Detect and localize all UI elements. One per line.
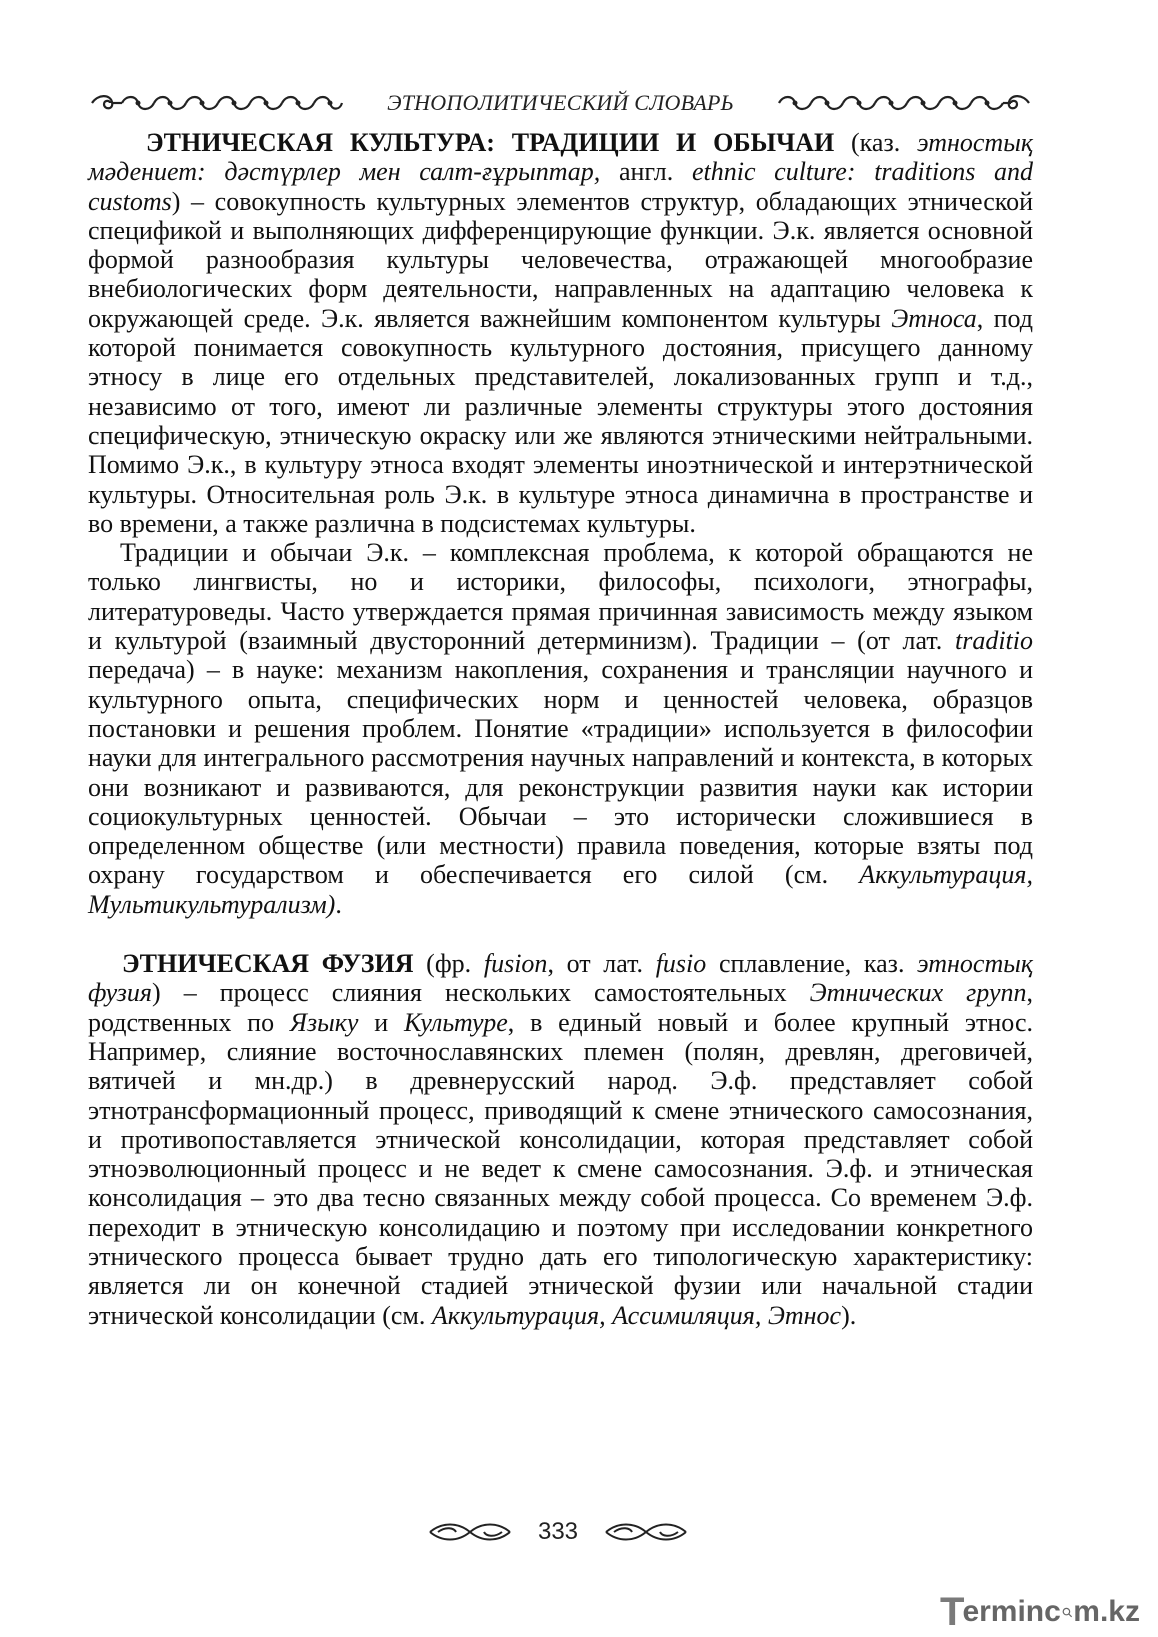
watermark-text: m.kz bbox=[1073, 1595, 1140, 1628]
entry-text: передача) – в науке: механизм накопления, сохранения и трансляции научного и культурного опыта, специфических норм и ценностей человека, образцов постановки и решения проблем. Понятие «традиции» используется в философии науки для интегрального рассмотрения научных направлений и контекста, в которых они возникают и развиваются, для реконструкции развития науки как истории социокультурных ценностей. Обычаи – это исторически сложившиеся в определенном обществе (или местности) правила поведения, которые взяты под охрану государством и обеспечивается его силой (см. bbox=[88, 655, 1033, 890]
entry-ethnic-culture-paragraph-2 bbox=[88, 538, 1033, 919]
watermark-logo bbox=[940, 1589, 1140, 1634]
cross-reference: Аккультурация, Мультикультурализм) bbox=[88, 860, 1033, 919]
entry-text: ) – совокупность культурных элементов структур, обладающих этнической спецификой и выполняющих дифференцирующие функции. Э.к. является основной формой разнообразия культуры человечества, отражающей многообразие внебиологических форм деятельности, направленных на адаптацию человека к окружающей среде. Э.к. является важнейшим компонентом культуры bbox=[88, 186, 1033, 333]
latin-term: fusio bbox=[655, 949, 707, 979]
cross-reference: Культуре bbox=[404, 1007, 508, 1037]
entry-text: (каз. bbox=[834, 128, 918, 157]
entry-text: , родственных по bbox=[88, 978, 1033, 1037]
entry-term: ЭТНИЧЕСКАЯ ФУЗИЯ bbox=[122, 949, 414, 979]
page-footer bbox=[418, 1514, 698, 1550]
entry-term: ЭТНИЧЕСКАЯ КУЛЬТУРА: ТРАДИЦИИ И ОБЫЧАИ bbox=[146, 128, 835, 157]
entry-text: ) – процесс слияния нескольких самостоятельных bbox=[152, 978, 810, 1008]
entry-text: ). bbox=[841, 1300, 857, 1330]
kazakh-equivalent: этностық мәдениет: дәстүрлер мен салт-ғұрыптар, bbox=[88, 128, 1033, 187]
french-term: fusion bbox=[483, 949, 548, 979]
page-header bbox=[88, 88, 1033, 118]
running-title: ЭТНОПОЛИТИЧЕСКИЙ СЛОВАРЬ bbox=[387, 90, 734, 115]
entry-text: , от лат. bbox=[547, 949, 656, 979]
entry-text: сплавление, каз. bbox=[706, 949, 918, 979]
entry-text: , в единый новый и более крупный этнос. Например, слияние восточнославянских племен (полян, древлян, дреговичей, вятичей и мн.др.) в древнерусский народ. Э.ф. представляет собой этнотрансформационный процесс, приводящий к смене этнического самосознания, и противопоставляется этнической консолидации, которая представляет собой этноэволюционный процесс и не ведет к смене самосознания. Э.ф. и этническая консолидация – это два тесно связанных между собой процесса. Со временем Э.ф. переходит в этническую консолидацию и поэтому при исследовании конкретного этнического процесса бывает трудно дать его типологическую характеристику: является ли он конечной стадией этнической фузии или начальной стадии этнической консолидации (см. bbox=[88, 1007, 1033, 1330]
page-number: 333 bbox=[537, 1518, 579, 1545]
english-equivalent: ethnic culture: traditions and customs bbox=[88, 157, 1034, 216]
dictionary-body bbox=[88, 128, 1033, 1330]
cross-reference: Языку bbox=[289, 1007, 359, 1037]
cross-reference: Аккультурация, Ассимиляция, Этнос bbox=[431, 1300, 842, 1330]
latin-term: traditio bbox=[954, 626, 1033, 656]
entry-text: и bbox=[358, 1007, 405, 1037]
ornament-left-icon bbox=[88, 92, 346, 114]
swirl-right-icon bbox=[604, 1520, 688, 1544]
swirl-left-icon bbox=[428, 1520, 512, 1544]
ornament-right-icon bbox=[775, 92, 1033, 114]
cross-reference: Этнических групп bbox=[809, 978, 1027, 1008]
cross-reference: Этноса bbox=[891, 303, 977, 333]
watermark-text: erminc bbox=[962, 1595, 1061, 1628]
watermark-letter: T bbox=[940, 1589, 965, 1634]
entry-text: , под которой понимается совокупность культурного достояния, присущего данному этносу в лице его отдельных представителей, локализованных групп и т.д., независимо от того, имеют ли различные элементы структуры этого достояния специфическую, этническую окраску или же являются этническими нейтральными. Помимо Э.к., в культуру этноса входят элементы иноэтнической и интерэтнической культуры. Относительная роль Э.к. в культуре этноса динамична в пространстве и во времени, а также различна в подсистемах культуры. bbox=[88, 303, 1033, 538]
entry-text: Традиции и обычаи Э.к. – комплексная проблема, к которой обращаются не только лингвисты, но и историки, философы, психологи, этнографы, литературоведы. Часто утверждается прямая причинная зависимость между языком и культурой (взаимный двусторонний детерминизм). Традиции – (от лат. bbox=[88, 538, 1033, 656]
entry-text: (фр. bbox=[413, 949, 484, 979]
entry-text: . bbox=[335, 889, 342, 919]
magnifier-icon bbox=[1062, 1599, 1072, 1625]
kazakh-equivalent: этностық фузия bbox=[88, 949, 1033, 1008]
entry-ethnic-culture-paragraph-1 bbox=[88, 128, 1033, 538]
entry-text: англ. bbox=[600, 157, 692, 187]
entry-ethnic-fusion-paragraph bbox=[88, 949, 1033, 1330]
